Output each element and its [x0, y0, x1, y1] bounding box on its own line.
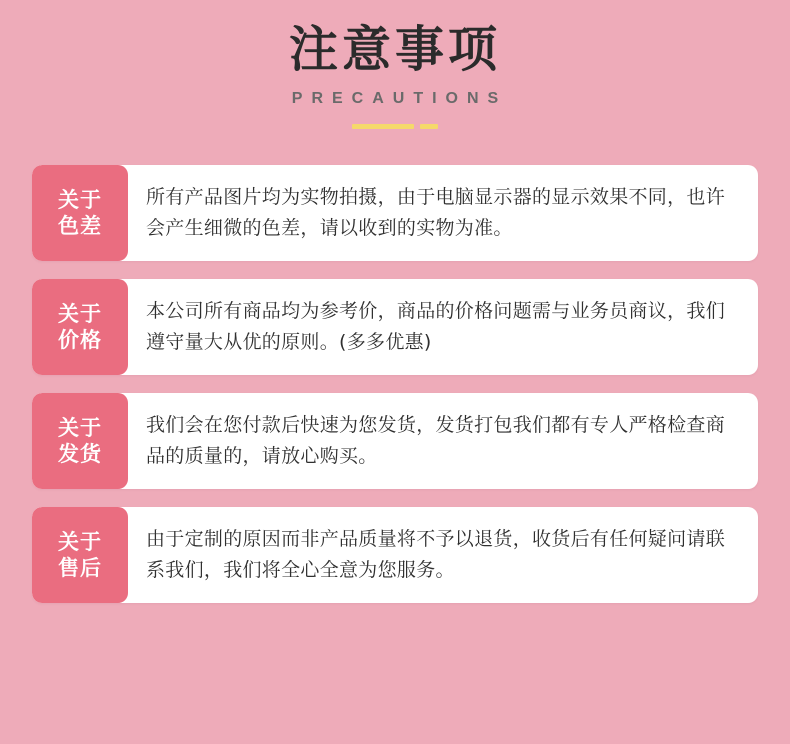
item-text: 我们会在您付款后快速为您发货，发货打包我们都有专人严格检查商品的质量的，请放心购买。 — [146, 414, 726, 468]
item-tag-line1: 关于 — [58, 302, 102, 327]
list-item — [32, 507, 758, 603]
item-tag-after-sales — [32, 507, 128, 603]
item-tag-price — [32, 279, 128, 375]
list-item — [32, 279, 758, 375]
page-subtitle: PRECAUTIONS — [291, 90, 508, 108]
page-header — [0, 0, 790, 129]
item-tag-line2: 售后 — [58, 556, 102, 581]
title-divider — [343, 124, 447, 129]
item-tag-line2: 发货 — [58, 442, 102, 467]
item-tag-color-difference — [32, 165, 128, 261]
item-tag-shipping — [32, 393, 128, 489]
item-tag-line1: 关于 — [58, 416, 102, 441]
item-text: 所有产品图片均为实物拍摄，由于电脑显示器的显示效果不同，也许会产生细微的色差，请以收到的实物为准。 — [146, 186, 726, 240]
divider-segment-short — [420, 124, 438, 129]
divider-segment-long — [352, 124, 414, 129]
item-tag-line1: 关于 — [58, 530, 102, 555]
precaution-list — [0, 165, 790, 603]
item-text: 由于定制的原因而非产品质量将不予以退货，收货后有任何疑问请联系我们，我们将全心全意为您服务。 — [146, 528, 726, 582]
page-title: 注意事项 — [288, 21, 501, 78]
item-tag-line2: 色差 — [58, 214, 102, 239]
list-item — [32, 393, 758, 489]
item-text: 本公司所有商品均为参考价，商品的价格问题需与业务员商议，我们遵守量大从优的原则。(多多优惠) — [146, 300, 726, 354]
item-tag-line1: 关于 — [58, 188, 102, 213]
item-tag-line2: 价格 — [58, 328, 102, 353]
list-item — [32, 165, 758, 261]
